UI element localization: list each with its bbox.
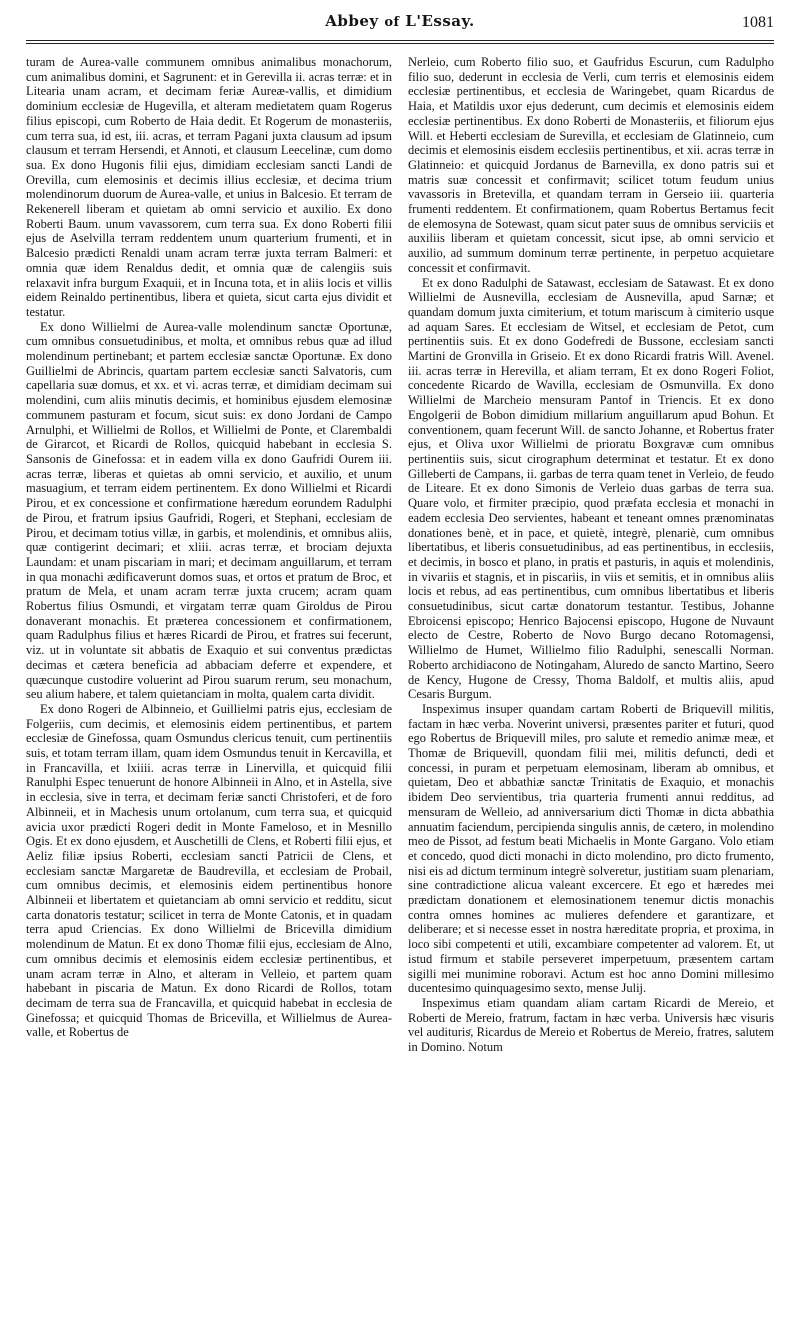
header-rule-bottom (26, 43, 774, 44)
page-number: 1081 (742, 14, 774, 31)
left-column (26, 55, 392, 1317)
running-head (26, 12, 774, 30)
paragraph: Inspeximus insuper quandam cartam Roberti de Briquevill militis, factam in hæc verba. Noverint universi, præsentes pariter et futuri, quod ego Robertus de Briquevill miles, pro salute et remedio animæ meæ, et Thomæ de Briquevill, quondam filii mei, militis defuncti, dedi et concessi, in puram et perpetuam elemosinam, liberam ab omnibus, et quietam, Deo et abbathiæ sanctæ Trinitatis de Exaquio, et monachis ibidem Deo servientibus, tria quarteria frumenti annui redditus, ad mensuram de Welleio, ad anniversarium dicti Thomæ in dicta abbathia annuatim faciendum, percipienda singulis annis, de cætero, in molendino meo de Pissot, ad festum beati Michaelis in Monte Gargano. Volo etiam et concedo, quod dicti monachi in dicto molendino, pro dicto frumento, nisi eis ad dictum terminum integrè solveretur, justitiam suam plenariam, sine contradictione alicua valeant excercere. Et ego et hæredes mei prædictam donationem et elemosinationem tenemur dictis monachis contra omnes homines ac mulieres defendere et garantizare, et deliberare; et si necesse esset in nostra hæreditate propria, et proxima, in loco sibi competenti et utili, excambiare competenter ad valorem. Et, ut istud firmum et stabile perseveret imperpetuum, præsentem cartam sigilli mei munimine roboravi. Actum est hoc anno Domini millesimo ducentesimo quinquagesimo sexto, mense Julij. (408, 701, 774, 996)
running-head-title-2: L'Essay. (405, 12, 475, 30)
running-head-of: of (384, 15, 400, 30)
header-rule-top (26, 40, 774, 41)
paragraph: Ex dono Willielmi de Aurea-valle molendinum sanctæ Oportunæ, cum omnibus consuetudinibus, et molta, et omnibus rebus quæ ad illud molendinum pertinebant; et partem ecclesiæ sanctæ Oportunæ. Ex dono Guillielmi de Abrincis, quartam partem ecclesiæ sancti Salvatoris, cum capellaria suæ domus, et xx. et vi. acras terræ, et dimidiam decimam sui molendini, cum aliis minutis decimis, et hominibus ejusdem elemosinæ communem pasturam et focum, sicut suis: ex dono Jordani de Campo Arnulphi, et Willielmi de Rollos, et Willielmi de Ponte, et Clarembaldi de Girarcot, et Ricardi de Rollos, quicquid habebant in ecclesia S. Sansonis de Ginefossa: et in eadem villa ex dono Gaufridi Ourem iii. acras terræ, liberas et quietas ab omni servicio, et auxilio, et unum masuagium, et terram eidem pertinentem. Ex dono Willielmi et Ricardi Pirou, et ex concessione et confirmatione hæredum eorundem Radulphi de Pirou, et fratrum ipsius Gaufridi, Rogeri, et Stephani, ecclesiam de Pirou, et decimam totius villæ, in garbis, et molendinis, et omnibus aliis, quæ contigerint decimari; et xliii. acras terræ, et brociam dejuxta Laundam: et unam piscariam in mari; et decimam anguillarum, et terram in qua monachi ædificaverunt domos suas, et ortos et pratum de Broc, et pratum de Mela, et unam acram terræ juxta crucem; acram quam Robertus filius Osmundi, et virgatam terræ quam Giroldus de Pirou donaverant monachis. Et præterea concessionem et confirmationem, quam Radulphus filius et hæres Ricardi de Pirou, et fratres sui fecerunt, viz. ut in voluntate sit abbatis de Exaquio et sui conventus prædictas decimas et cætera beneficia ad abbaciam deferre et expendere, et quæcunque custodire voluerint ad Pirou suarum rerum, seu monachum, seu alium habere, et talem quietanciam in molta, qualem carta dividit. (26, 319, 392, 702)
paragraph: turam de Aurea-valle communem omnibus animalibus monachorum, cum animalibus domini, et Sagrunent: et in Gerevilla ii. acras terræ: et in Litearia unam acram, et decimam feriæ Aureæ-vallis, et dimidium dominium ecclesiæ de Hugevilla, et alteram medietatem quam Rogerus filius episcopi, cum Roberto de Haia dedit. Et Rogerum de monasteriis, cum terra sua, id est, iii. acras, et terram Pagani juxta clausum ad ipsum clausum et terram Hersendi, et Annoti, et clausum Leecelinæ, cum domo sua. Ex dono Hugonis filii ejus, dimidiam ecclesiam sancti Landi de Orevilla, cum elemosinis et decimis illius ecclesiæ, et decima trium molendinorum duorum de Aurea-valle, et unius in Balcesio. Et terram de Rekenerell liberam et quietam ab omni servicio et auxilio. Ex dono Roberti Baum. unum vavassorem, cum terra sua. Ex dono Roberti filii ejus de Aselvilla terram reddentem unum quarterium frumenti, et in Balcesio prædicti Renaldi unam acram terræ juxta terram Balmeri: et omnia quæ idem Renaldus dedit, et omnia quæ de calengiis suis relaxavit infra burgum Exaquii, et in Incuna tota, et in aliis locis et villis eidem Reinaldo pertinentibus, libera et quieta, sicut carta ejus dividit et testatur. (26, 55, 392, 319)
paragraph: Et ex dono Radulphi de Satawast, ecclesiam de Satawast. Et ex dono Willielmi de Ausnevilla, ecclesiam de Ausnevilla, apud Sarnæ; et quandam domum juxta cimiterium, et totum mariscum à cimiterio usque ad aquam Sares. Et ecclesiam de Witsel, et ecclesiam de Petot, cum pertinentiis suis. Et ex dono Godefredi de Bussone, ecclesiam sancti Martini de Gronvilla in Griseio. Et ex dono Ricardi fratris Will. Avenel. iii. acras terræ in Herevilla, et aliam terram, Et ex dono Rogeri Foliot, concedente Ricardo de Wavilla, ecclesiam de Osmunvilla. Ex dono Willielmi de Marcheio mensuram Pantof in Triencis. Et ex dono Engolgerii de Bobon dimidium millarium anguillarum apud Bohun. Et conventionem, quam fecerunt Will. de sancto Johanne, et Robertus frater ejus, et Oliva uxor Willielmi de prioratu Boxgravæ cum omnibus pertinentiis suis, sicut cirographum determinat et testatur. Et ex dono Gilleberti de Campans, ii. garbas de terra quam tenet in Verleio, de feudo de Liteare. Et ex dono Simonis de Verleio duas garbas de terra sua. Quare volo, et firmiter præcipio, quod præfata ecclesia et monachi in eadem ecclesia Deo servientes, habeant et teneant omnes prænominatas donationes benè, et in pace, et quietè, integrè, plenariè, cum omnibus libertatibus, et liberis consuetudinibus, ad eas pertinentibus, in ecclesiis, et decimis, in bosco et plano, in pratis et pasturis, in aquis et molendinis, in vivariis et stagnis, et in piscariis, in viis et semitis, et in omnibus aliis locis et rebus, ad eas pertinentibus, cum omnibus libertatibus et liberis consuetudinibus, sicut cartæ donatorum testantur. Testibus, Johanne Ebroicensi episcopo; Henrico Bajocensi episcopo, Hugone de Nuvaunt electo de Cestre, Roberto de Novo Burgo decano Rotomagensi, Willielmo de Humet, Willielmo filio Radulphi, senescalli Norman. Roberto archidiacono de Notingaham, Aluredo de sancto Martino, Seero de Kency, Hugone de Cressy, Thoma Baldolf, et multis aliis, apud Cesaris Burgum. (408, 275, 774, 702)
paragraph: Inspeximus etiam quandam aliam cartam Ricardi de Mereio, et Roberti de Mereio, fratrum, factam in hæc verba. Universis hæc visuris vel auditurisͬ, Ricardus de Mereio et Robertus de Mereio, fratres, salutem in Domino. Notum (408, 996, 774, 1055)
paragraph: Ex dono Rogeri de Albinneio, et Guillielmi patris ejus, ecclesiam de Folgeriis, cum decimis, et elemosinis eidem pertinentibus, et partem ecclesiæ de Ginefossa, quam Osmundus clericus tenuit, cum pertinentiis suis, et totam terram illam, quam idem Osmundus tenuit in Kercavilla, et in Francavilla, et lxiiii. acras terræ in Linervilla, et quicquid filii Ranulphi Espec tenuerunt de honore Albinneii in Alno, et in Astella, sive in ecclesia, sive in terra, et decimam feriæ sancti Christoferi, et de foro Albinneii, et in Machesis unum ortolanum, cum terra sua, et quicquid avicia uxor prædicti Rogeri dedit in Monte Fameloso, et in Mesnillo Ogis. Et ex dono ejusdem, et Auschetilli de Clens, et Roberti filii ejus, et Aeliz filiæ ipsius Roberti, ecclesiam sancti Patricii de Clens, et ecclesiam sanctæ Margaretæ de Baudrevilla, et ecclesiam de Probail, cum omnibus decimis, et elemosinis eidem pertinentibus honore Albinneii et libertatem et quietanciam ab omni servicio et redditu, sicut carta donatoris testatur; scilicet in terra de Monte Catonis, et in quadam terra apud Criencias. Ex dono Willielmi de Bricevilla dimidium molendinum de Matun. Et ex dono Thomæ filii ejus, ecclesiam de Alno, cum omnibus decimis et elemosinis eidem ecclesiæ pertinentibus, et unam acram terræ in Alno, et alteram in Velleio, et partem quam habebant in piscaria de Matun. Ex dono Ricardi de Rollos, totam decimam de terra sua de Francavilla, et quicquid habebat in ecclesia de Ginefossa; et quicquid Thomas de Bricevilla, et Willielmus de Aurea-valle, et Robertus de (26, 701, 392, 1040)
paragraph: Nerleio, cum Roberto filio suo, et Gaufridus Escurun, cum Radulpho filio suo, dederunt in ecclesia de Verli, cum terris et elemosinis eidem ecclesiæ pertinentibus, et ecclesia de Waringebet, quam Ricardus de Haia, et Matildis uxor ejus dederunt, cum decimis et elemosinis eidem ecclesiæ pertinentibus. Ex dono Roberti de Monasteriis, et filiorum ejus Will. et Heberti ecclesiam de Surevilla, et ecclesiam de Glatinneio, cum decimis et elemosinis eisdem ecclesiis pertinentibus, et xii. acras terræ in Glatinneio: et quicquid Jordanus de Barnevilla, ex dono patris sui et matris suæ concessit et confirmavit; scilicet totum feudum unius vavassoris in Bretevilla, et quandam terram in Gerseio iii. quarteria frumenti reddentem. Et confirmationem, quam Robertus Bertamus fecit de elemosyna de Sotewast, quam sicut pater suus de omnibus serviciis et auxiliis liberam et quietam concessit, sicut ipse, ab omni servicio et auxilio, ad summum dominum terræ pertinente, in perpetuo acquietare concessit et confirmavit. (408, 55, 774, 275)
running-head-title: Abbey (325, 12, 379, 30)
page-header (26, 8, 774, 38)
right-column (408, 55, 774, 1317)
